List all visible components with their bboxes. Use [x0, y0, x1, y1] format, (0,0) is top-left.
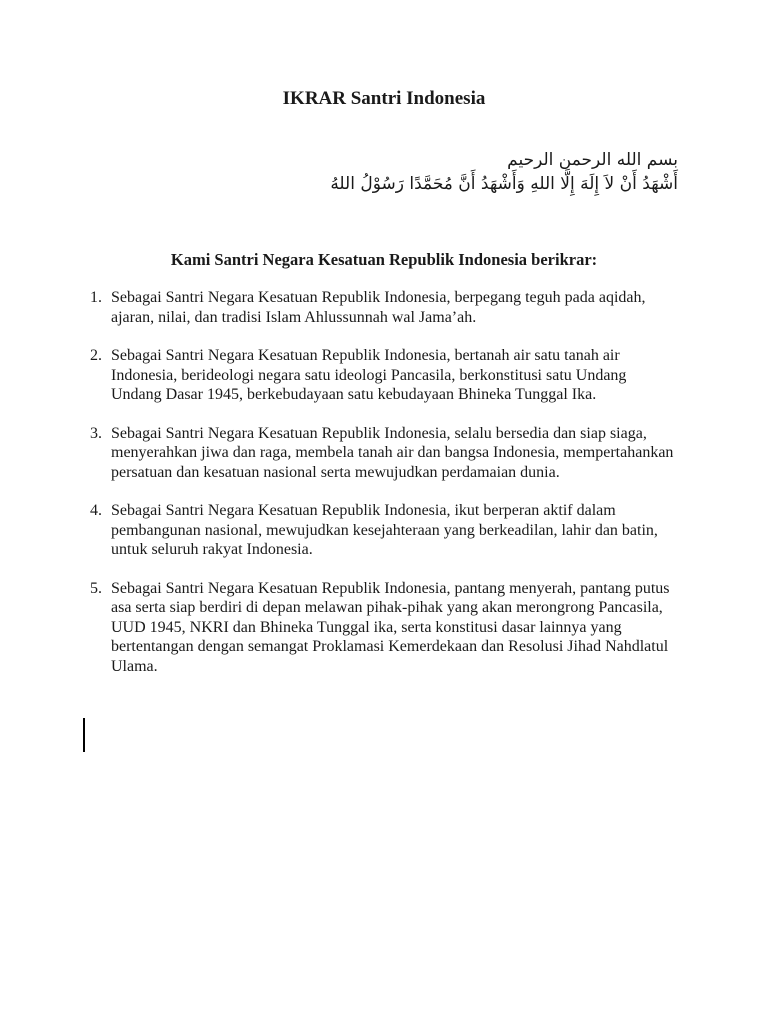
pledge-item-1	[90, 288, 680, 327]
pledge-list	[90, 288, 680, 695]
pledge-text: Sebagai Santri Negara Kesatuan Republik Indonesia, berpegang teguh pada aqidah, ajaran, nilai, dan tradisi Islam Ahlussunnah wal Jama’ah.	[111, 289, 646, 326]
pledge-item-5	[90, 579, 680, 677]
pledge-number: 1.	[90, 289, 102, 306]
pledge-text: Sebagai Santri Negara Kesatuan Republik Indonesia, pantang menyerah, pantang putus asa serta siap berdiri di depan melawan pihak-pihak yang akan merongrong Pancasila, UUD 1945, NKRI dan Bhineka Tunggal ika, serta konstitusi dasar lainnya yang bertentangan dengan semangat Proklamasi Kemerdekaan dan Resolusi Jihad Nahdlatul Ulama.	[111, 579, 670, 675]
pledge-subheading: Kami Santri Negara Kesatuan Republik Indonesia berikrar:	[170, 250, 598, 269]
shahada-line: أَشْهَدُ أَنْ لاَ إِلَهَ إِلَّا اللهِ وَأَشْهَدُ أَنَّ مُحَمَّدًا رَسُوْلُ اللهُ	[330, 174, 678, 194]
pledge-item-3	[90, 424, 680, 483]
pledge-text: Sebagai Santri Negara Kesatuan Republik Indonesia, bertanah air satu tanah air Indonesia, berideologi negara satu ideologi Pancasila, berkonstitusi satu Undang Undang Dasar 1945, berkebudayaan satu kebudayaan Bhineka Tunggal Ika.	[111, 347, 627, 403]
basmalah-line: بسم الله الرحمن الرحيم	[507, 150, 678, 170]
pledge-item-4	[90, 501, 680, 560]
pledge-number: 4.	[90, 502, 102, 519]
pledge-number: 2.	[90, 347, 102, 364]
pledge-number: 3.	[90, 424, 102, 442]
pledge-number: 5.	[90, 579, 102, 597]
pledge-text: Sebagai Santri Negara Kesatuan Republik Indonesia, ikut berperan aktif dalam pembangunan nasional, mewujudkan kesejahteraan yang berkeadilan, lahir dan batin, untuk seluruh rakyat Indonesia.	[111, 502, 658, 558]
text-cursor	[83, 718, 85, 752]
arabic-opening	[300, 148, 678, 196]
pledge-item-2	[90, 346, 680, 405]
document-title: IKRAR Santri Indonesia	[282, 88, 486, 109]
pledge-text: Sebagai Santri Negara Kesatuan Republik Indonesia, selalu bersedia dan siap siaga, menyerahkan jiwa dan raga, membela tanah air dan bangsa Indonesia, mempertahankan persatuan dan kesatuan nasional serta mewujudkan perdamaian dunia.	[111, 424, 674, 481]
